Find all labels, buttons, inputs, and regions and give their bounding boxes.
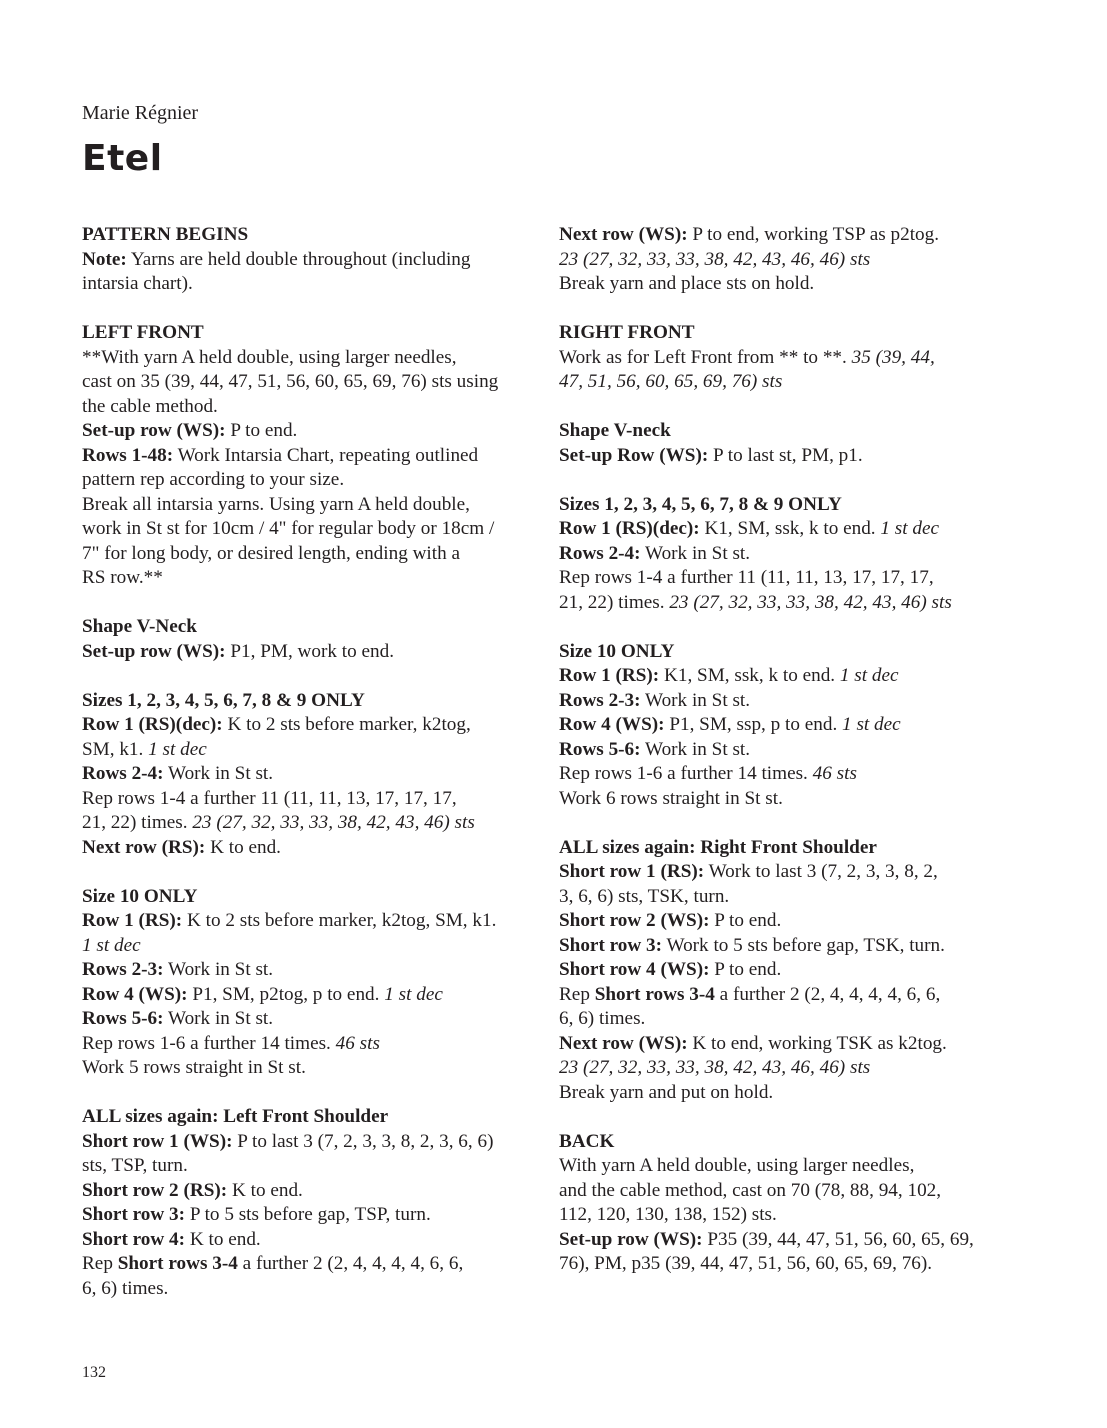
pattern-section bbox=[82, 223, 532, 297]
body-text: a further 2 (2, 4, 4, 4, 4, 6, 6, bbox=[714, 983, 941, 1005]
text-line bbox=[82, 958, 532, 983]
text-line bbox=[82, 836, 532, 861]
text-line bbox=[559, 983, 1009, 1008]
italic-text: 46 sts bbox=[812, 763, 857, 784]
bold-text: Size 10 ONLY bbox=[82, 885, 198, 907]
body-text: SM, k1. bbox=[82, 738, 149, 760]
body-text: Yarns are held double throughout (including bbox=[126, 248, 471, 270]
body-text: Work in St st. bbox=[640, 738, 751, 760]
bold-text: Rows 2-3: bbox=[82, 959, 164, 980]
text-line bbox=[82, 1179, 532, 1204]
bold-text: Rows 5-6: bbox=[559, 738, 641, 760]
text-line bbox=[82, 615, 532, 640]
bold-text: Row 1 (RS)(dec): bbox=[559, 518, 700, 539]
body-text: With yarn A held double, using larger needles, bbox=[559, 1155, 915, 1176]
bold-text: Row 4 (WS): bbox=[559, 714, 665, 735]
body-text: 21, 22) times. bbox=[82, 812, 193, 833]
pattern-section bbox=[559, 419, 1009, 468]
text-line bbox=[559, 542, 1009, 567]
bold-text: ALL sizes again: Left Front Shoulder bbox=[82, 1106, 389, 1127]
text-line bbox=[559, 664, 1009, 689]
text-line bbox=[82, 493, 532, 518]
body-text: 76), PM, p35 (39, 44, 47, 51, 56, 60, 65, 69, 76). bbox=[559, 1253, 933, 1274]
italic-text: 23 (27, 32, 33, 33, 38, 42, 43, 46) sts bbox=[192, 812, 475, 833]
text-line bbox=[82, 909, 532, 934]
body-text: Rep bbox=[82, 1253, 118, 1274]
body-text: K1, SM, ssk, k to end. bbox=[659, 665, 840, 686]
bold-text: Set-up Row (WS): bbox=[559, 444, 709, 466]
body-text: P to last 3 (7, 2, 3, 3, 8, 2, 3, 6, 6) bbox=[232, 1130, 494, 1152]
body-text: 6, 6) times. bbox=[559, 1008, 646, 1029]
body-text: Break yarn and put on hold. bbox=[559, 1081, 774, 1103]
pattern-section bbox=[559, 640, 1009, 812]
pattern-section bbox=[82, 615, 532, 664]
bold-text: Short row 3: bbox=[559, 934, 663, 956]
text-line bbox=[82, 542, 532, 567]
bold-text: Set-up row (WS): bbox=[82, 420, 226, 441]
bold-text: Sizes 1, 2, 3, 4, 5, 6, 7, 8 & 9 ONLY bbox=[559, 493, 842, 515]
page-number: 132 bbox=[82, 1364, 106, 1381]
text-line bbox=[559, 909, 1009, 934]
text-line bbox=[559, 640, 1009, 665]
text-line bbox=[82, 1154, 532, 1179]
text-line bbox=[82, 787, 532, 812]
italic-text: 23 (27, 32, 33, 33, 38, 42, 43, 46, 46) sts bbox=[559, 248, 871, 270]
body-text: 6, 6) times. bbox=[82, 1277, 169, 1299]
text-line bbox=[559, 1081, 1009, 1106]
text-line bbox=[559, 738, 1009, 763]
text-line bbox=[559, 713, 1009, 738]
italic-text: 47, 51, 56, 60, 65, 69, 76) sts bbox=[559, 371, 783, 392]
pattern-section bbox=[82, 321, 532, 591]
text-line bbox=[559, 1032, 1009, 1057]
bold-text: Set-up row (WS): bbox=[82, 640, 226, 662]
body-text: P to 5 sts before gap, TSP, turn. bbox=[185, 1204, 431, 1225]
text-line bbox=[82, 1056, 532, 1081]
bold-text: BACK bbox=[559, 1130, 615, 1152]
body-text: K to end, working TSK as k2tog. bbox=[687, 1032, 947, 1054]
text-line bbox=[82, 1203, 532, 1228]
text-line bbox=[82, 1252, 532, 1277]
bold-text: Short row 1 (RS): bbox=[559, 861, 705, 882]
text-line bbox=[82, 444, 532, 469]
text-line bbox=[82, 983, 532, 1008]
bold-text: Next row (RS): bbox=[82, 836, 206, 858]
text-line bbox=[559, 419, 1009, 444]
pattern-section bbox=[559, 1130, 1009, 1277]
text-line bbox=[82, 811, 532, 836]
bold-text: Next row (WS): bbox=[559, 224, 688, 245]
right-column bbox=[559, 223, 1009, 1301]
text-line bbox=[559, 1007, 1009, 1032]
body-text: sts, TSP, turn. bbox=[82, 1155, 188, 1176]
text-line bbox=[559, 566, 1009, 591]
italic-text: 1 st dec bbox=[384, 983, 443, 1005]
text-line bbox=[559, 689, 1009, 714]
bold-text: Short rows 3-4 bbox=[594, 983, 715, 1005]
text-line bbox=[559, 444, 1009, 469]
bold-text: ALL sizes again: Right Front Shoulder bbox=[559, 836, 877, 858]
text-line bbox=[559, 1130, 1009, 1155]
bold-text: Size 10 ONLY bbox=[559, 640, 675, 662]
body-text: P to end, working TSP as p2tog. bbox=[687, 224, 940, 245]
text-line bbox=[559, 591, 1009, 616]
body-text: Work to 5 sts before gap, TSK, turn. bbox=[662, 934, 945, 956]
text-line bbox=[559, 860, 1009, 885]
body-text: K to 2 sts before marker, k2tog, SM, k1. bbox=[182, 910, 497, 931]
body-text: Work in St st. bbox=[163, 763, 274, 784]
body-text: P to end. bbox=[225, 420, 298, 441]
bold-text: LEFT FRONT bbox=[82, 322, 204, 343]
body-text: Work Intarsia Chart, repeating outlined bbox=[173, 444, 479, 466]
bold-text: Rows 1-48: bbox=[82, 444, 174, 466]
body-text: Work as for Left Front from ** to **. bbox=[559, 346, 852, 368]
italic-text: 35 (39, 44, bbox=[851, 346, 935, 368]
text-line bbox=[559, 1056, 1009, 1081]
text-line bbox=[82, 517, 532, 542]
text-line bbox=[82, 713, 532, 738]
bold-text: Short row 2 (RS): bbox=[82, 1179, 228, 1201]
text-line bbox=[82, 640, 532, 665]
body-text: Work in St st. bbox=[163, 959, 274, 980]
text-line bbox=[82, 419, 532, 444]
bold-text: Next row (WS): bbox=[559, 1032, 688, 1054]
text-line bbox=[82, 689, 532, 714]
designer-name: Marie Régnier bbox=[82, 102, 199, 124]
text-line bbox=[559, 1154, 1009, 1179]
text-line bbox=[82, 1105, 532, 1130]
text-line bbox=[559, 223, 1009, 248]
body-text: Work in St st. bbox=[640, 542, 751, 564]
body-text: P to end. bbox=[709, 910, 782, 931]
pattern-section bbox=[559, 223, 1009, 297]
body-text: K to end. bbox=[227, 1179, 303, 1201]
bold-text: Rows 2-3: bbox=[559, 689, 641, 711]
body-text: pattern rep according to your size. bbox=[82, 469, 345, 490]
pattern-title: Etel bbox=[82, 138, 163, 179]
text-line bbox=[82, 321, 532, 346]
body-text: Break all intarsia yarns. Using yarn A held double, bbox=[82, 493, 470, 515]
text-line bbox=[82, 762, 532, 787]
bold-text: Short row 1 (WS): bbox=[82, 1130, 233, 1152]
body-text: Rep bbox=[559, 983, 595, 1005]
pattern-section bbox=[559, 321, 1009, 395]
bold-text: Shape V-neck bbox=[559, 420, 671, 441]
body-text: K to 2 sts before marker, k2tog, bbox=[222, 714, 471, 735]
body-text: 7" for long body, or desired length, ending with a bbox=[82, 542, 461, 564]
italic-text: 23 (27, 32, 33, 33, 38, 42, 43, 46, 46) sts bbox=[559, 1057, 871, 1078]
italic-text: 1 st dec bbox=[880, 518, 940, 539]
text-line bbox=[82, 346, 532, 371]
body-text: a further 2 (2, 4, 4, 4, 4, 6, 6, bbox=[237, 1253, 464, 1274]
bold-text: Row 1 (RS): bbox=[82, 910, 183, 931]
body-text: Work 6 rows straight in St st. bbox=[559, 787, 783, 809]
bold-text: Row 4 (WS): bbox=[82, 983, 188, 1005]
body-text: Work to last 3 (7, 2, 3, 3, 8, 2, bbox=[704, 861, 938, 882]
italic-text: 1 st dec bbox=[148, 738, 207, 760]
italic-text: 1 st dec bbox=[839, 665, 899, 686]
text-line bbox=[82, 934, 532, 959]
body-text: Work 5 rows straight in St st. bbox=[82, 1057, 306, 1078]
body-text: 3, 6, 6) sts, TSK, turn. bbox=[559, 885, 730, 907]
text-line bbox=[559, 1228, 1009, 1253]
text-line bbox=[82, 566, 532, 591]
body-text: Rep rows 1-6 a further 14 times. bbox=[82, 1032, 336, 1054]
text-line bbox=[559, 787, 1009, 812]
body-text: and the cable method, cast on 70 (78, 88, 94, 102, bbox=[559, 1179, 942, 1201]
body-text: P to end. bbox=[709, 959, 782, 980]
text-line bbox=[559, 958, 1009, 983]
pattern-section bbox=[82, 689, 532, 861]
body-text: P1, SM, p2tog, p to end. bbox=[187, 983, 385, 1005]
body-text: Rep rows 1-4 a further 11 (11, 11, 13, 17, 17, 17, bbox=[559, 567, 934, 588]
text-line bbox=[559, 1252, 1009, 1277]
text-line bbox=[82, 223, 532, 248]
text-line bbox=[559, 1203, 1009, 1228]
text-line bbox=[559, 517, 1009, 542]
body-text: K to end. bbox=[185, 1228, 261, 1250]
text-line bbox=[559, 762, 1009, 787]
text-line bbox=[559, 836, 1009, 861]
text-line bbox=[559, 370, 1009, 395]
italic-text: 1 st dec bbox=[842, 714, 901, 735]
body-text: work in St st for 10cm / 4" for regular body or 18cm / bbox=[82, 518, 495, 539]
body-text: cast on 35 (39, 44, 47, 51, 56, 60, 65, 69, 76) sts using bbox=[82, 371, 499, 392]
text-line bbox=[82, 1032, 532, 1057]
text-line bbox=[82, 1007, 532, 1032]
bold-text: RIGHT FRONT bbox=[559, 322, 695, 343]
pattern-section bbox=[559, 836, 1009, 1106]
text-line bbox=[559, 321, 1009, 346]
body-text: Rep rows 1-6 a further 14 times. bbox=[559, 763, 813, 784]
body-text: P to last st, PM, p1. bbox=[708, 444, 863, 466]
text-line bbox=[559, 934, 1009, 959]
text-line bbox=[559, 1179, 1009, 1204]
bold-text: Short rows 3-4 bbox=[117, 1253, 238, 1274]
body-text: K to end. bbox=[205, 836, 281, 858]
body-text: RS row.** bbox=[82, 567, 163, 588]
text-line bbox=[82, 885, 532, 910]
pattern-section bbox=[559, 493, 1009, 616]
body-text: intarsia chart). bbox=[82, 273, 193, 294]
text-line bbox=[82, 468, 532, 493]
pattern-section bbox=[82, 1105, 532, 1301]
bold-text: Short row 4: bbox=[82, 1228, 186, 1250]
body-text: Work in St st. bbox=[163, 1008, 274, 1029]
body-text: P35 (39, 44, 47, 51, 56, 60, 65, 69, bbox=[702, 1228, 974, 1250]
text-line bbox=[82, 1277, 532, 1302]
left-column bbox=[82, 223, 532, 1326]
bold-text: Rows 2-4: bbox=[82, 763, 164, 784]
body-text: 112, 120, 130, 138, 152) sts. bbox=[559, 1204, 777, 1225]
body-text: P1, PM, work to end. bbox=[225, 640, 394, 662]
text-line bbox=[82, 395, 532, 420]
pattern-section bbox=[82, 885, 532, 1081]
italic-text: 23 (27, 32, 33, 33, 38, 42, 43, 46) sts bbox=[669, 591, 952, 613]
body-text: 21, 22) times. bbox=[559, 591, 670, 613]
body-text: **With yarn A held double, using larger needles, bbox=[82, 346, 457, 368]
body-text: K1, SM, ssk, k to end. bbox=[699, 518, 881, 539]
bold-text: Rows 2-4: bbox=[559, 542, 641, 564]
text-line bbox=[82, 248, 532, 273]
text-line bbox=[559, 272, 1009, 297]
text-line bbox=[82, 1130, 532, 1155]
text-line bbox=[559, 885, 1009, 910]
text-line bbox=[82, 370, 532, 395]
italic-text: 46 sts bbox=[335, 1032, 380, 1054]
text-line bbox=[559, 248, 1009, 273]
bold-text: PATTERN BEGINS bbox=[82, 224, 249, 245]
bold-text: Rows 5-6: bbox=[82, 1008, 164, 1029]
bold-text: Short row 3: bbox=[82, 1204, 186, 1225]
bold-text: Row 1 (RS)(dec): bbox=[82, 714, 223, 735]
bold-text: Short row 4 (WS): bbox=[559, 959, 710, 980]
body-text: the cable method. bbox=[82, 395, 218, 417]
bold-text: Set-up row (WS): bbox=[559, 1228, 703, 1250]
text-line bbox=[559, 346, 1009, 371]
text-line bbox=[82, 738, 532, 763]
italic-text: 1 st dec bbox=[82, 934, 141, 956]
bold-text: Sizes 1, 2, 3, 4, 5, 6, 7, 8 & 9 ONLY bbox=[82, 689, 365, 711]
text-line bbox=[559, 493, 1009, 518]
body-text: Rep rows 1-4 a further 11 (11, 11, 13, 17, 17, 17, bbox=[82, 787, 457, 809]
body-text: Work in St st. bbox=[640, 689, 751, 711]
text-line bbox=[82, 1228, 532, 1253]
bold-text: Shape V-Neck bbox=[82, 616, 197, 637]
body-text: Break yarn and place sts on hold. bbox=[559, 273, 815, 294]
text-line bbox=[82, 272, 532, 297]
bold-text: Row 1 (RS): bbox=[559, 665, 660, 686]
bold-text: Note: bbox=[82, 248, 127, 270]
body-text: P1, SM, ssp, p to end. bbox=[664, 714, 843, 735]
bold-text: Short row 2 (WS): bbox=[559, 910, 710, 931]
